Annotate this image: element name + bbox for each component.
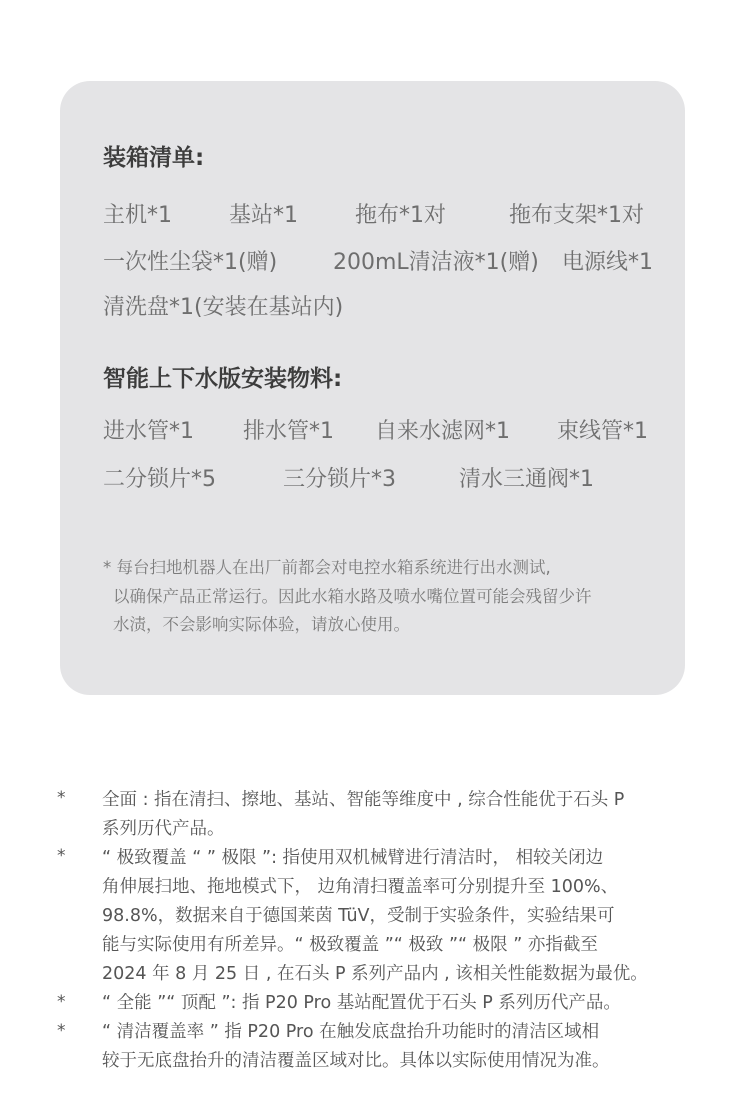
packing-item: 200mL清洁液*1(赠) — [333, 250, 539, 275]
material-item: 二分锁片*5 — [103, 467, 216, 492]
footnote-line: 系列历代产品。 — [102, 819, 225, 839]
material-item: 三分锁片*3 — [283, 467, 396, 492]
water-test-note: 水渍，不会影响实际体验，请放心使用。 — [113, 615, 410, 634]
packing-item: 拖布支架*1对 — [509, 203, 644, 228]
footnote-marker: * — [57, 992, 66, 1012]
footnote-line: 能与实际使用有所差异。“ 极致覆盖 ”“ 极致 ”“ 极限 ” 亦指截至 — [102, 935, 598, 955]
material-item: 清水三通阀*1 — [459, 467, 594, 492]
footnote-marker: * — [57, 1021, 66, 1041]
packing-item: 拖布*1对 — [355, 203, 446, 228]
water-test-note: 以确保产品正常运行。因此水箱水路及喷水嘴位置可能会残留少许 — [113, 587, 592, 606]
packing-item: 主机*1 — [103, 203, 172, 228]
install-materials-title: 智能上下水版安装物料: — [103, 366, 343, 392]
packing-item: 一次性尘袋*1(赠) — [103, 250, 278, 275]
packing-item: 清洗盘*1(安装在基站内) — [103, 295, 344, 320]
packing-list-title: 装箱清单: — [103, 145, 205, 171]
footnote-line: “ 清洁覆盖率 ” 指 P20 Pro 在触发底盘抬升功能时的清洁区域相 — [102, 1022, 600, 1042]
footnote-line: 全面 : 指在清扫、擦地、基站、智能等维度中 , 综合性能优于石头 P — [102, 790, 625, 810]
material-item: 束线管*1 — [557, 419, 648, 444]
footnote-line: 较于无底盘抬升的清洁覆盖区域对比。具体以实际使用情况为准。 — [102, 1051, 610, 1071]
material-item: 进水管*1 — [103, 419, 194, 444]
material-item: 自来水滤网*1 — [375, 419, 510, 444]
packing-item: 基站*1 — [229, 203, 298, 228]
footnote-line: 98.8%，数据来自于德国莱茵 TüV，受制于实验条件，实验结果可 — [102, 906, 615, 926]
packing-item: 电源线*1 — [562, 250, 653, 275]
footnote-line: “ 全能 ”“ 顶配 ”: 指 P20 Pro 基站配置优于石头 P 系列历代产品。 — [102, 993, 621, 1013]
material-item: 排水管*1 — [243, 419, 334, 444]
footnote-line: 角伸展扫地、拖地模式下， 边角清扫覆盖率可分别提升至 100%、 — [102, 877, 619, 897]
footnote-line: 2024 年 8 月 25 日 , 在石头 P 系列产品内 , 该相关性能数据为最优。 — [102, 964, 648, 984]
footnote-marker: * — [57, 846, 66, 866]
footnote-line: “ 极致覆盖 “ ” 极限 ”: 指使用双机械臂进行清洁时， 相较关闭边 — [102, 848, 604, 868]
water-test-note: * 每台扫地机器人在出厂前都会对电控水箱系统进行出水测试, — [103, 558, 551, 577]
footnote-marker: * — [57, 788, 66, 808]
packing-info-card — [60, 81, 685, 695]
